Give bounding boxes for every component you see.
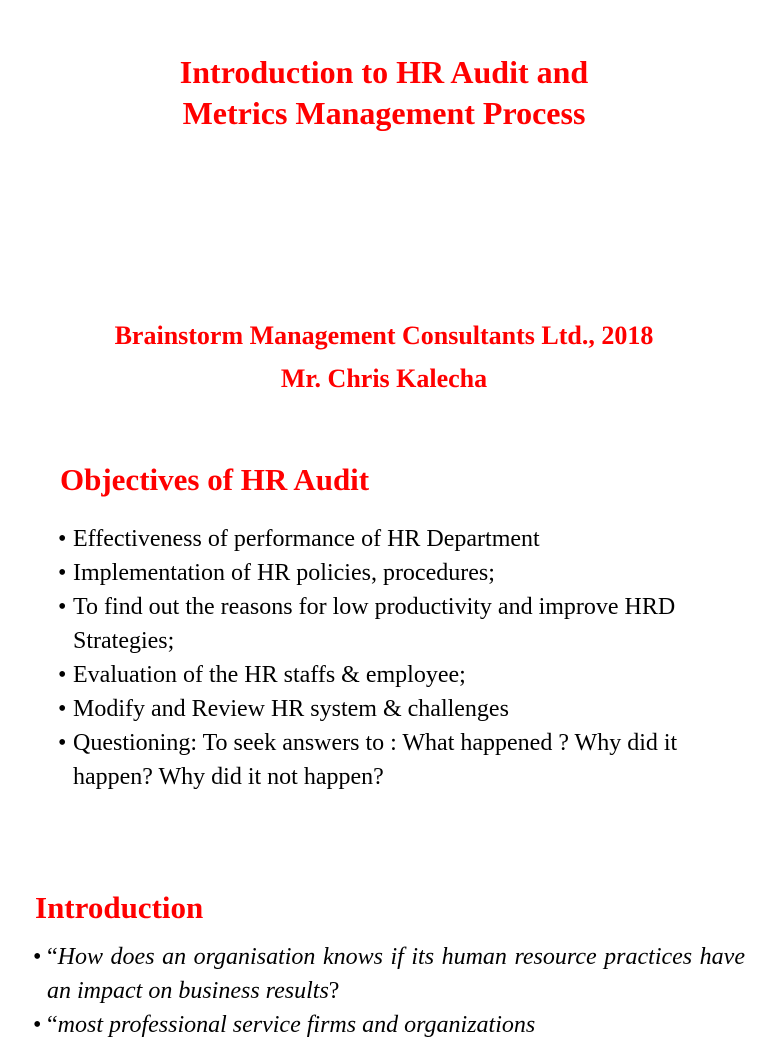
list-item-text: To find out the reasons for low productivity and improve HRD Strategies; <box>73 594 676 654</box>
title-line-2: Metrics Management Process <box>182 95 586 131</box>
list-item <box>58 522 748 556</box>
list-item <box>58 692 748 726</box>
bullet-icon: • <box>58 526 67 552</box>
bullet-icon: • <box>33 1012 42 1038</box>
list-item <box>58 726 748 794</box>
bullet-icon: • <box>58 560 67 586</box>
quote-open-mark: “ <box>47 1012 58 1038</box>
quote-open-mark: “ <box>47 944 58 970</box>
bullet-icon: • <box>58 730 67 756</box>
bullet-icon: • <box>58 662 67 688</box>
introduction-heading: Introduction <box>35 890 204 925</box>
list-item-text: Modify and Review HR system & challenges <box>73 696 509 722</box>
quote-text: How does an organisation knows if its human resource practices have an impact on business results <box>47 944 745 1004</box>
bullet-icon: • <box>58 696 67 722</box>
list-item <box>58 590 748 658</box>
introduction-list <box>33 940 745 1042</box>
quote-text: most professional service firms and organizations <box>57 1012 536 1038</box>
list-item-text: Questioning: To seek answers to : What happened ? Why did it happen? Why did it not happen? <box>73 730 678 790</box>
list-item <box>33 940 745 1008</box>
bullet-icon: • <box>33 944 42 970</box>
list-item-text: Evaluation of the HR staffs & employee; <box>73 662 466 688</box>
list-item <box>33 1008 745 1042</box>
list-item <box>58 658 748 692</box>
presenter-name: Mr. Chris Kalecha <box>280 364 488 393</box>
title-line-1: Introduction to HR Audit and <box>179 54 589 90</box>
presenter-block <box>0 314 768 400</box>
quote-close-mark: ? <box>328 978 340 1004</box>
organisation-name: Brainstorm Management Consultants Ltd., 2018 <box>114 321 654 350</box>
objectives-list <box>58 522 748 794</box>
list-item <box>58 556 748 590</box>
introduction-slide <box>0 860 768 1038</box>
bullet-icon: • <box>58 594 67 620</box>
title-slide <box>0 0 768 440</box>
list-item-text: Effectiveness of performance of HR Department <box>73 526 540 552</box>
objectives-heading: Objectives of HR Audit <box>60 462 370 497</box>
objectives-slide <box>0 440 768 860</box>
list-item-text: Implementation of HR policies, procedures; <box>73 560 495 586</box>
presentation-title <box>0 52 768 134</box>
